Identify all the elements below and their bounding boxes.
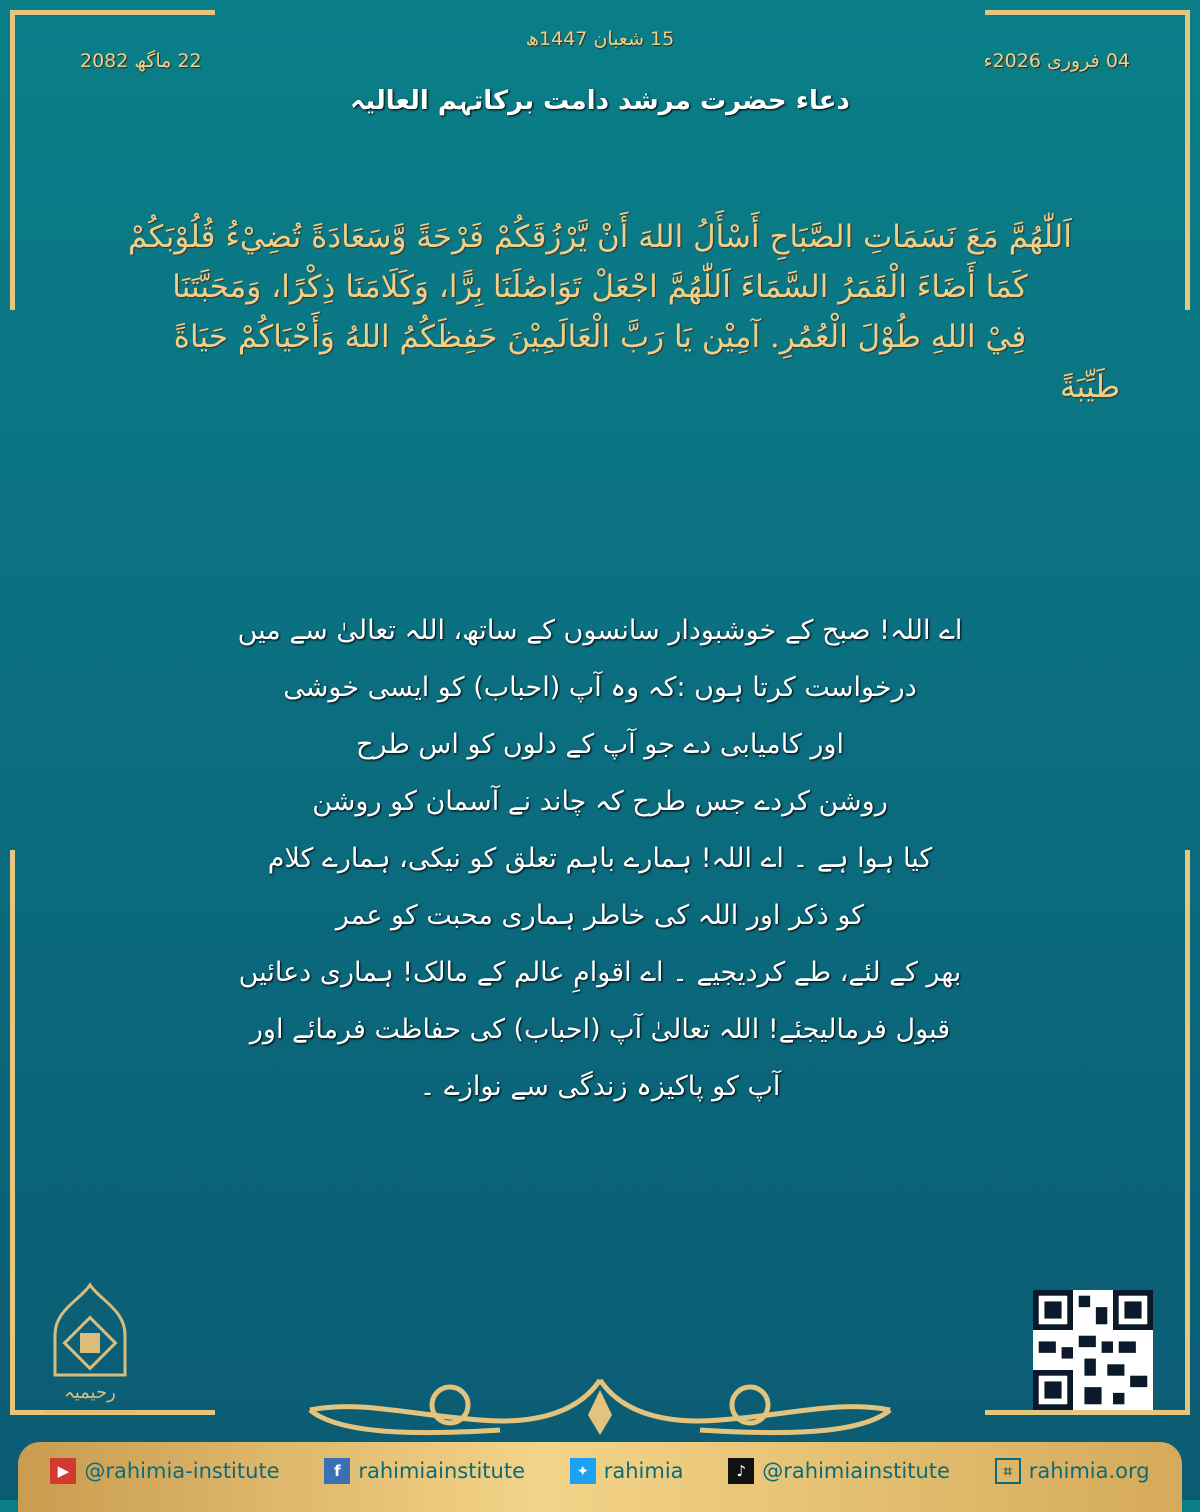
tiktok-icon: ♪ <box>728 1458 754 1484</box>
arabic-line: فِيْ اللهِ طُوْلَ الْعُمُرِ. آمِيْن يَا رَبَّ الْعَالَمِيْنَ حَفِظَكُمُ اللهُ وَأَحْيَاكُمْ حَيَاةً <box>173 319 1027 355</box>
frame-corner <box>985 10 1190 15</box>
youtube-link[interactable] <box>50 1458 279 1484</box>
urdu-line: بھر کے لئے، طے کردیجیے ۔ اے اقوامِ عالم کے مالک! ہماری دعائیں <box>238 957 962 988</box>
youtube-icon: ▶ <box>50 1458 76 1484</box>
frame-corner <box>985 1410 1190 1415</box>
arabic-dua <box>80 212 1120 412</box>
arabic-line: كَمَا أَضَاءَ الْقَمَرُ السَّمَاءَ اَللّٰهُمَّ اجْعَلْ تَوَاصُلَنَا بِرًّا، وَكَلَامَنَا ذِكْرًا، وَمَحَبَّتَنَا <box>172 269 1028 305</box>
website-link[interactable] <box>995 1458 1150 1484</box>
urdu-line: اور کامیابی دے جو آپ کے دلوں کو اس طرح <box>356 729 844 760</box>
facebook-handle: rahimiainstitute <box>358 1459 525 1483</box>
frame-corner <box>1185 10 1190 310</box>
arabic-line: طَيِّبَةً <box>1059 369 1120 405</box>
decorative-ornament <box>300 1370 900 1440</box>
twitter-handle: rahimia <box>603 1459 684 1483</box>
rahimia-logo <box>40 1280 140 1420</box>
urdu-line: آپ کو پاکیزہ زندگی سے نوازے ۔ <box>419 1071 781 1102</box>
qr-code[interactable] <box>1033 1290 1153 1410</box>
youtube-handle: @rahimia-institute <box>84 1459 280 1483</box>
arabic-line: اَللّٰهُمَّ مَعَ نَسَمَاتِ الصَّبَاحِ أَسْأَلُ اللهَ أَنْ يَّرْزُقَكُمْ فَرْحَةً وَّسَعَادَةً تُضِيْءُ قُلُوْبَكُمْ <box>128 219 1072 255</box>
frame-corner <box>10 850 15 1410</box>
hijri-date: 15 شعبان 1447ھ <box>525 28 675 50</box>
twitter-icon: ✦ <box>570 1458 596 1484</box>
frame-corner <box>1185 850 1190 1410</box>
social-footer <box>18 1442 1182 1512</box>
facebook-icon: f <box>324 1458 350 1484</box>
tiktok-handle: @rahimiainstitute <box>762 1459 950 1483</box>
website-icon: ⌗ <box>995 1458 1021 1484</box>
logo-text: رحیمیہ <box>64 1382 116 1403</box>
gregorian-date: 04 فروری 2026ء <box>983 50 1130 72</box>
urdu-line: درخواست کرتا ہوں :کہ وہ آپ (احباب) کو ایسی خوشی <box>283 672 917 703</box>
facebook-link[interactable] <box>324 1458 525 1484</box>
frame-corner <box>10 10 15 310</box>
website-url: rahimia.org <box>1028 1459 1150 1483</box>
tiktok-link[interactable] <box>728 1458 950 1484</box>
urdu-line: کو ذکر اور اللہ کی خاطر ہماری محبت کو عمر <box>335 900 865 931</box>
urdu-line: اے اللہ! صبح کے خوشبودار سانسوں کے ساتھ، اللہ تعالیٰ سے میں <box>237 615 963 646</box>
urdu-line: کیا ہوا ہے ۔ اے اللہ! ہمارے باہم تعلق کو نیکی، ہمارے کلام <box>267 843 933 874</box>
frame-corner <box>10 10 215 15</box>
twitter-link[interactable] <box>570 1458 684 1484</box>
bikrami-date: 22 ماگھ 2082 <box>80 50 202 72</box>
urdu-line: روشن کردے جس طرح کہ چاند نے آسمان کو روشن <box>312 786 888 817</box>
urdu-line: قبول فرمالیجئے! اللہ تعالیٰ آپ (احباب) کی حفاظت فرمائے اور <box>249 1014 951 1045</box>
urdu-translation <box>120 602 1080 1115</box>
page-title: دعاء حضرت مرشد دامت برکاتہم العالیہ <box>350 86 850 116</box>
